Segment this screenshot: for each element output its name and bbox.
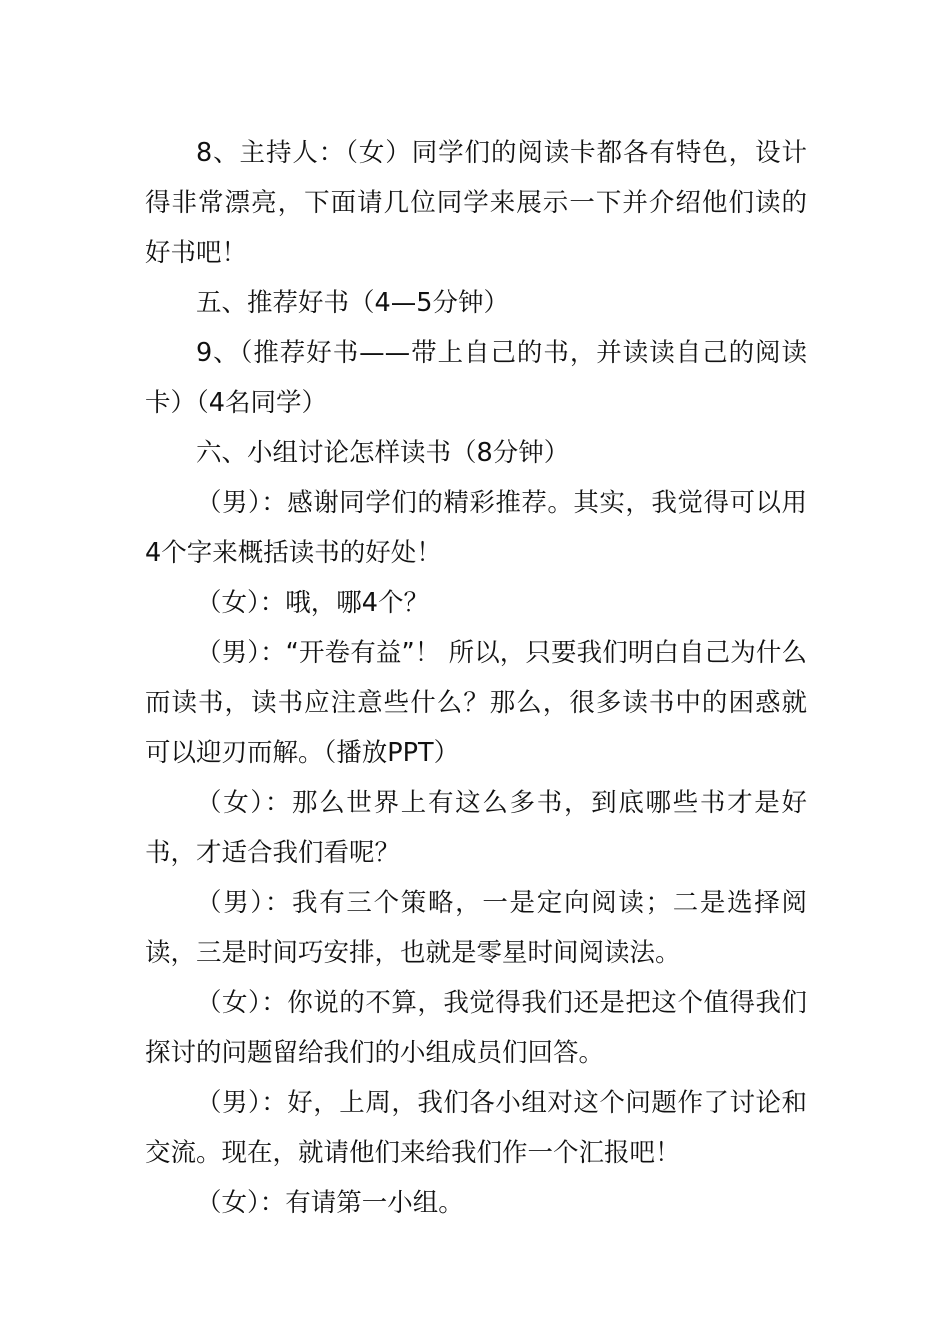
paragraph-male-thanks: （男）：感谢同学们的精彩推荐。其实，我觉得可以用4个字来概括读书的好处！ [145, 488, 807, 568]
paragraph-female-invite: （女）：有请第一小组。 [196, 1188, 464, 1218]
paragraph-female-question: （女）：哦，哪4个？ [196, 588, 429, 618]
paragraph-male-report: （男）：好，上周，我们各小组对这个问题作了讨论和交流。现在，就请他们来给我们作一个汇报吧！ [145, 1088, 807, 1168]
document-body [145, 128, 807, 1228]
paragraph-female-good-books: （女）：那么世界上有这么多书，到底哪些书才是好书，才适合我们看呢？ [145, 788, 807, 868]
paragraph-host-intro: 8、主持人：（女）同学们的阅读卡都各有特色，设计得非常漂亮，下面请几位同学来展示一下并介绍他们读的好书吧！ [145, 138, 807, 268]
paragraph-recommend-books: 9、（推荐好书——带上自己的书，并读读自己的阅读卡）（4名同学） [145, 338, 807, 418]
paragraph-male-strategies: （男）：我有三个策略，一是定向阅读；二是选择阅读，三是时间巧安排，也就是零星时间阅读法。 [145, 888, 807, 968]
paragraph-female-group: （女）：你说的不算，我觉得我们还是把这个值得我们探讨的问题留给我们的小组成员们回答。 [145, 988, 807, 1068]
paragraph-male-answer: （男）：“开卷有益”！ 所以，只要我们明白自己为什么而读书，读书应注意些什么？那么，很多读书中的困惑就可以迎刃而解。（播放PPT） [145, 638, 807, 768]
section-heading-recommend-books: 五、推荐好书（4—5分钟） [196, 288, 509, 318]
section-heading-group-discussion: 六、小组讨论怎样读书（8分钟） [196, 438, 570, 468]
